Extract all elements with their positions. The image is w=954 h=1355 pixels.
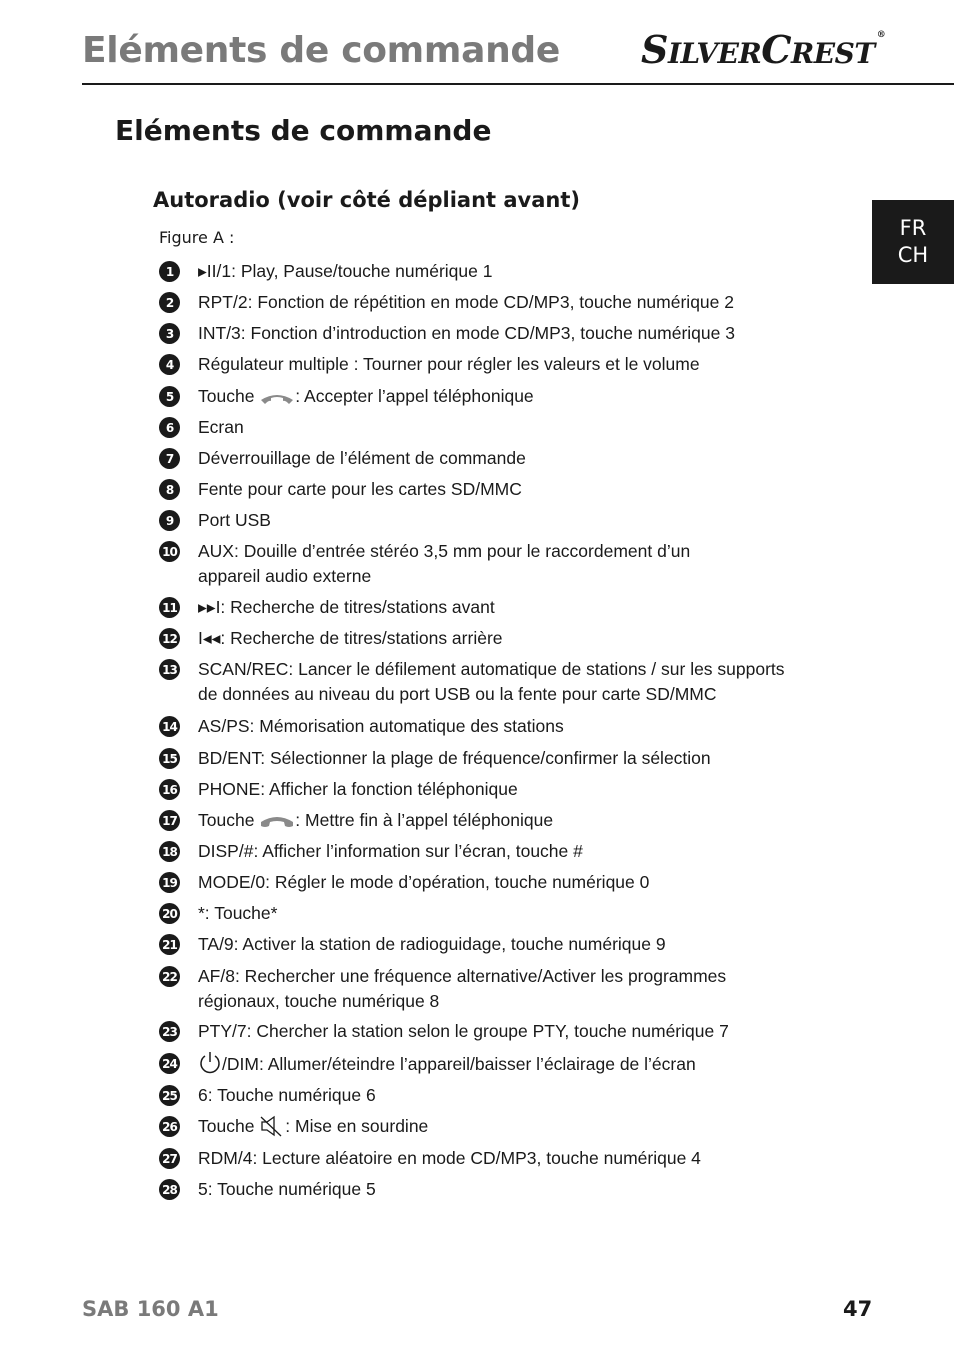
- language-tab-line2: CH: [897, 243, 929, 267]
- item-text: Déverrouillage de l’élément de commande: [198, 448, 526, 468]
- item-number-badge: 17: [159, 810, 180, 831]
- item-number-badge: 16: [159, 779, 180, 800]
- power-icon: [198, 1051, 222, 1075]
- item-text: 5: Touche numérique 5: [198, 1179, 376, 1199]
- item-text: *: Touche*: [198, 903, 278, 923]
- item-number-badge: 21: [159, 934, 180, 955]
- subsection-title: Autoradio (voir côté dépliant avant): [153, 188, 581, 212]
- item-text: RPT/2: Fonction de répétition en mode CD/MP3, touche numérique 2: [198, 292, 734, 312]
- item-text: /DIM: Allumer/éteindre l’appareil/baisser l’éclairage de l’écran: [198, 1051, 799, 1077]
- section-title: Eléments de commande: [115, 114, 492, 147]
- item-text: AS/PS: Mémorisation automatique des stations: [198, 716, 564, 736]
- list-item: [159, 1146, 799, 1171]
- list-item: [159, 964, 749, 1014]
- language-tab-line1: FR: [899, 216, 927, 240]
- item-number-badge: 11: [159, 597, 180, 618]
- item-number-badge: 14: [159, 716, 180, 737]
- list-item: [159, 508, 799, 533]
- list-item: [159, 446, 799, 471]
- mute-icon: [259, 1115, 285, 1137]
- list-item: [159, 839, 799, 864]
- item-text: SCAN/REC: Lancer le défilement automatique de stations / sur les supports de données au niveau du port USB ou la fente pour carte SD/MMC: [198, 659, 785, 704]
- item-number-badge: 12: [159, 628, 180, 649]
- item-number-badge: 18: [159, 841, 180, 862]
- list-item: [159, 746, 799, 771]
- item-text: MODE/0: Régler le mode d’opération, touche numérique 0: [198, 872, 650, 892]
- item-text: Port USB: [198, 510, 271, 530]
- phone-hangup-icon: [259, 815, 295, 831]
- list-item: [159, 1083, 799, 1108]
- list-item: [159, 1177, 799, 1202]
- item-number-badge: 22: [159, 966, 180, 987]
- item-text: Ecran: [198, 417, 244, 437]
- item-text: PTY/7: Chercher la station selon le groupe PTY, touche numérique 7: [198, 1021, 729, 1041]
- item-number-badge: 3: [159, 323, 180, 344]
- item-number-badge: 24: [159, 1053, 180, 1074]
- list-item: [159, 1019, 799, 1044]
- phone-accept-icon: [259, 391, 295, 407]
- footer-model: SAB 160 A1: [82, 1297, 219, 1321]
- item-number-badge: 2: [159, 292, 180, 313]
- list-item: [159, 657, 799, 707]
- list-item: [159, 321, 799, 346]
- item-number-badge: 13: [159, 659, 180, 680]
- list-item: [159, 1051, 799, 1077]
- item-text: ▸II/1: Play, Pause/touche numérique 1: [198, 261, 493, 281]
- item-text: RDM/4: Lecture aléatoire en mode CD/MP3, touche numérique 4: [198, 1148, 701, 1168]
- item-number-badge: 19: [159, 872, 180, 893]
- list-item: [159, 808, 799, 833]
- list-item: [159, 932, 799, 957]
- item-text: AF/8: Rechercher une fréquence alternative/Activer les programmes régionaux, touche numérique 8: [198, 966, 727, 1011]
- list-item: [159, 384, 799, 409]
- item-number-badge: 10: [159, 541, 180, 562]
- list-item: [159, 714, 799, 739]
- brand-logo: SILVERCREST®: [641, 27, 886, 72]
- item-number-badge: 1: [159, 261, 180, 282]
- list-item: [159, 415, 799, 440]
- item-text: I◂◂: Recherche de titres/stations arrière: [198, 628, 503, 648]
- item-number-badge: 27: [159, 1148, 180, 1169]
- item-text: PHONE: Afficher la fonction téléphonique: [198, 779, 518, 799]
- item-text: BD/ENT: Sélectionner la plage de fréquence/confirmer la sélection: [198, 748, 711, 768]
- list-item: [159, 626, 799, 651]
- item-text: 6: Touche numérique 6: [198, 1085, 376, 1105]
- item-text: DISP/#: Afficher l’information sur l’écran, touche #: [198, 841, 583, 861]
- item-number-badge: 5: [159, 386, 180, 407]
- item-number-badge: 6: [159, 417, 180, 438]
- list-item: [159, 870, 799, 895]
- item-text: Touche : Mettre fin à l’appel téléphonique: [198, 810, 554, 830]
- language-tab: [872, 200, 954, 284]
- item-text: Régulateur multiple : Tourner pour régler les valeurs et le volume: [198, 354, 700, 374]
- item-number-badge: 26: [159, 1116, 180, 1137]
- item-number-badge: 9: [159, 510, 180, 531]
- figure-label: Figure A :: [159, 228, 235, 247]
- item-number-badge: 7: [159, 448, 180, 469]
- item-number-badge: 4: [159, 354, 180, 375]
- item-text: INT/3: Fonction d’introduction en mode CD/MP3, touche numérique 3: [198, 323, 735, 343]
- list-item: [159, 259, 799, 284]
- list-item: [159, 777, 799, 802]
- item-number-badge: 23: [159, 1021, 180, 1042]
- list-item: [159, 352, 799, 377]
- item-text: Touche : Accepter l’appel téléphonique: [198, 386, 534, 406]
- item-text: Fente pour carte pour les cartes SD/MMC: [198, 479, 522, 499]
- page-number: 47: [843, 1297, 873, 1321]
- list-item: [159, 901, 799, 926]
- header-rule: [82, 83, 954, 85]
- list-item: [159, 477, 799, 502]
- item-text: TA/9: Activer la station de radioguidage, touche numérique 9: [198, 934, 666, 954]
- item-text: AUX: Douille d’entrée stéréo 3,5 mm pour le raccordement d’un appareil audio externe: [198, 541, 691, 586]
- item-text: ▸▸I: Recherche de titres/stations avant: [198, 597, 495, 617]
- list-item: [159, 1114, 799, 1139]
- header-title: Eléments de commande: [82, 30, 560, 71]
- item-number-badge: 8: [159, 479, 180, 500]
- item-text: Touche : Mise en sourdine: [198, 1116, 429, 1136]
- item-number-badge: 15: [159, 748, 180, 769]
- list-item: [159, 539, 719, 589]
- list-item: [159, 290, 799, 315]
- list-item: [159, 595, 799, 620]
- item-number-badge: 28: [159, 1179, 180, 1200]
- item-number-badge: 20: [159, 903, 180, 924]
- item-number-badge: 25: [159, 1085, 180, 1106]
